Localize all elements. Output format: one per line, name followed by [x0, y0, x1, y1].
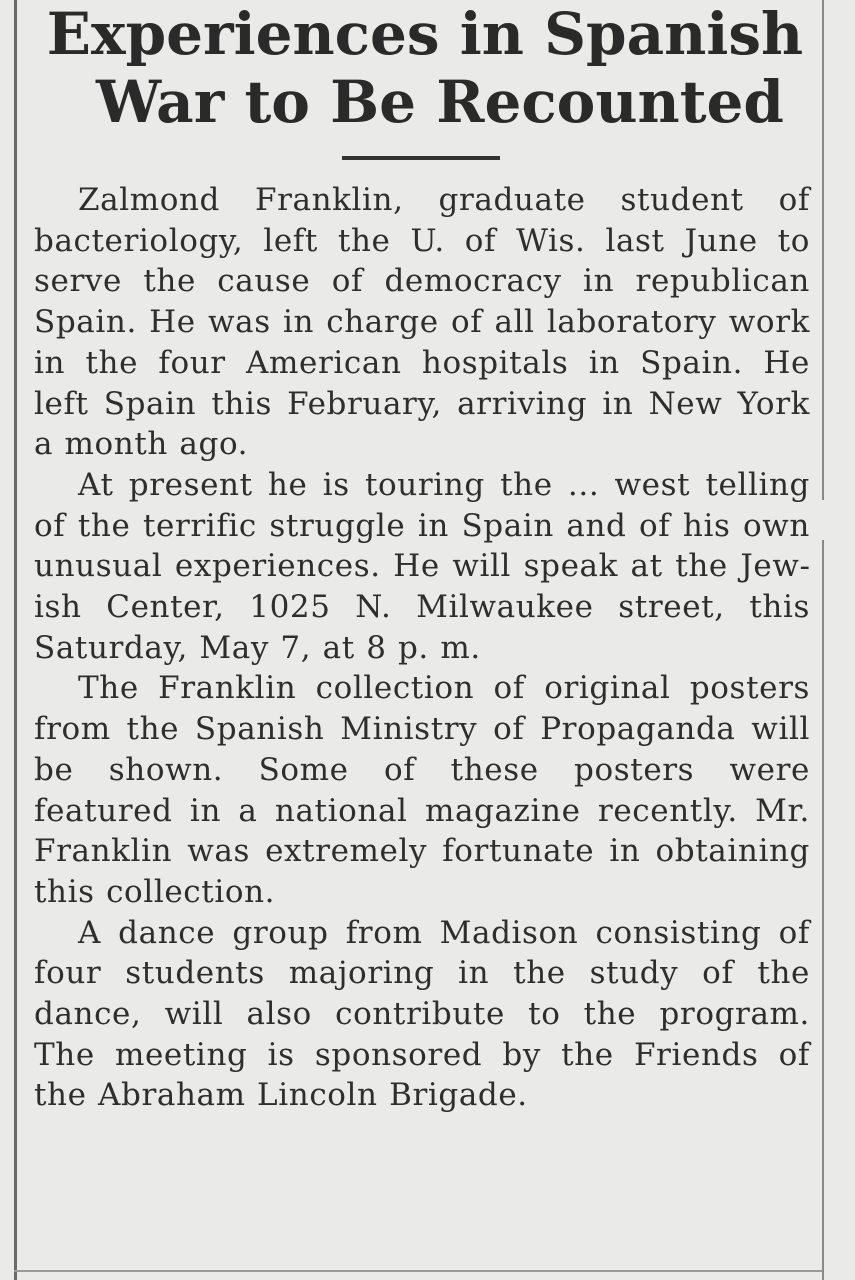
column-rule-right [822, 0, 824, 500]
column-rule-left [14, 0, 17, 1280]
article-headline [30, 0, 820, 136]
paragraph-2: At present he is touring the ... west telling of the terrific struggle in Spain and of his own unusual experiences. He will speak at the Jewish Center, 1025 N. Milwaukee street, this Saturday, May 7, at 8 p. m. [34, 466, 810, 666]
bottom-rule [14, 1270, 822, 1272]
column-rule-right-lower [822, 540, 824, 1280]
paragraph-3: The Franklin collection of original posters from the Spanish Ministry of Propaganda will be shown. Some of these posters were featured in a national magazine recently. Mr. Franklin was extremely fortunate in obtaining this collection. [34, 670, 810, 910]
headline-line-2: War to Be Recounted [96, 68, 784, 136]
headline-line-1: Experiences in Spanish [46, 0, 804, 68]
paragraph-4: A dance group from Madison consisting of four students majoring in the study of the dance, will also contribute to the program. The meeting is sponsored by the Friends of the Abraham Lincoln Brigade. [34, 914, 810, 1114]
article-body [34, 180, 810, 1116]
paragraph-1: Zalmond Franklin, graduate student of bacteriology, left the U. of Wis. last June to serve the cause of democracy in republican Spain. He was in charge of all laboratory work in the four American hospitals in Spain. He left Spain this February, arriving in New York a month ago. [34, 182, 810, 463]
headline-divider [342, 156, 500, 160]
